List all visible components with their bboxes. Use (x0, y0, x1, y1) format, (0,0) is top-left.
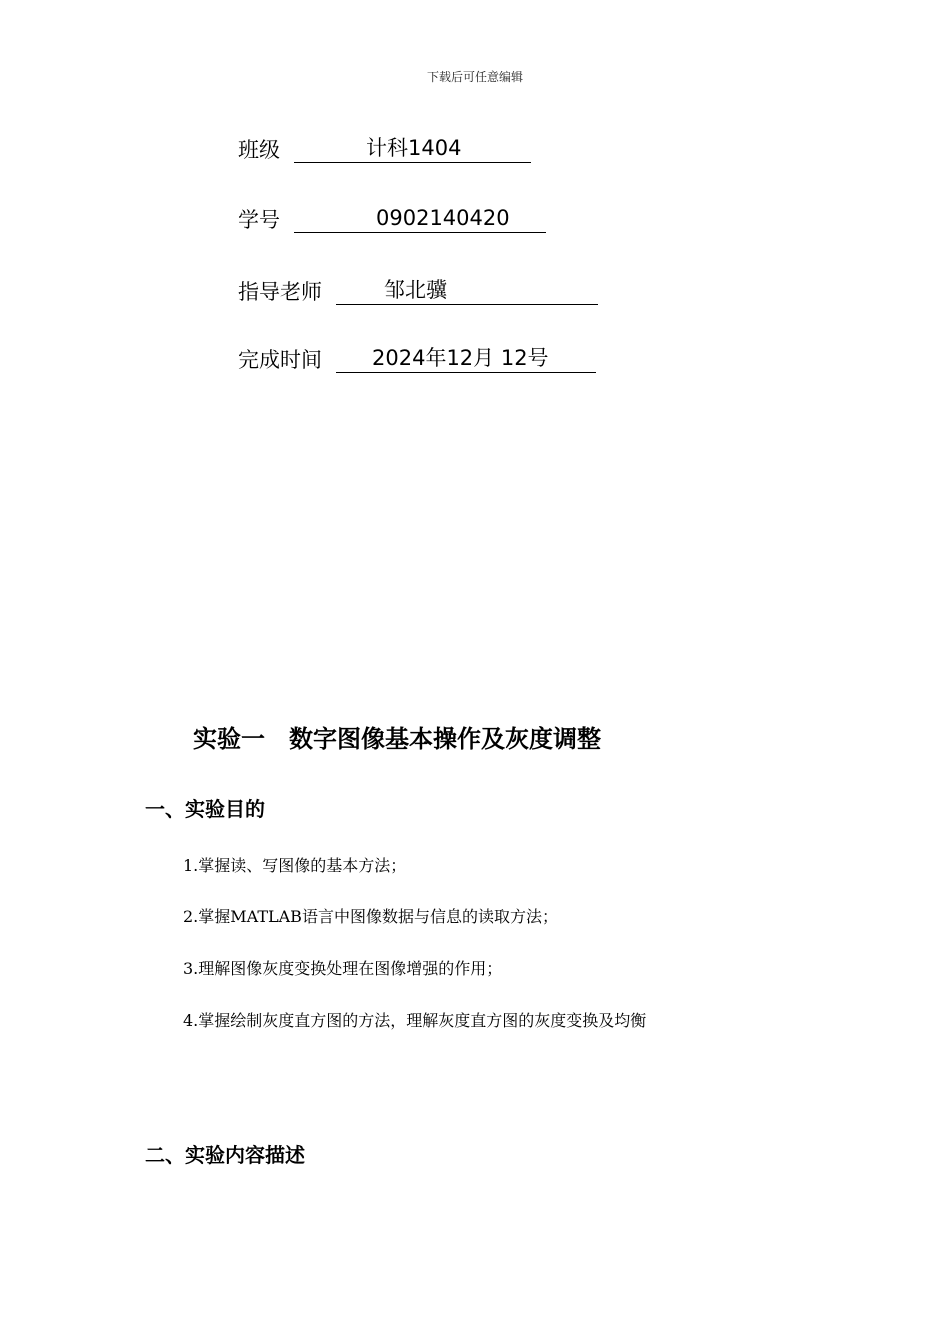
teacher-row (238, 275, 598, 309)
objective-item: 2.掌握MATLAB语言中图像数据与信息的读取方法； (183, 907, 558, 926)
experiment-title: 实验一 数字图像基本操作及灰度调整 (193, 725, 601, 753)
class-label: 班级 (238, 138, 280, 162)
objective-item: 4.掌握绘制灰度直方图的方法，理解灰度直方图的灰度变换及均衡 (183, 1011, 647, 1030)
section-heading-content: 二、实验内容描述 (145, 1143, 305, 1167)
objective-item: 1.掌握读、写图像的基本方法； (183, 856, 407, 875)
completion-date-label: 完成时间 (238, 348, 322, 372)
teacher-value: 邹北骥 (336, 275, 598, 305)
student-id-value: 0902140420 (294, 203, 546, 233)
class-row (238, 133, 531, 167)
class-value: 计科1404 (294, 133, 531, 163)
completion-date-row (238, 343, 596, 377)
teacher-label: 指导老师 (238, 280, 322, 304)
objective-item: 3.理解图像灰度变换处理在图像增强的作用； (183, 959, 503, 978)
section-heading-objectives: 一、实验目的 (145, 797, 265, 821)
header-note: 下载后可任意编辑 (426, 70, 523, 84)
student-id-label: 学号 (238, 208, 280, 232)
student-id-row (238, 203, 546, 237)
completion-date-value: 2024年12月 12号 (336, 343, 596, 373)
